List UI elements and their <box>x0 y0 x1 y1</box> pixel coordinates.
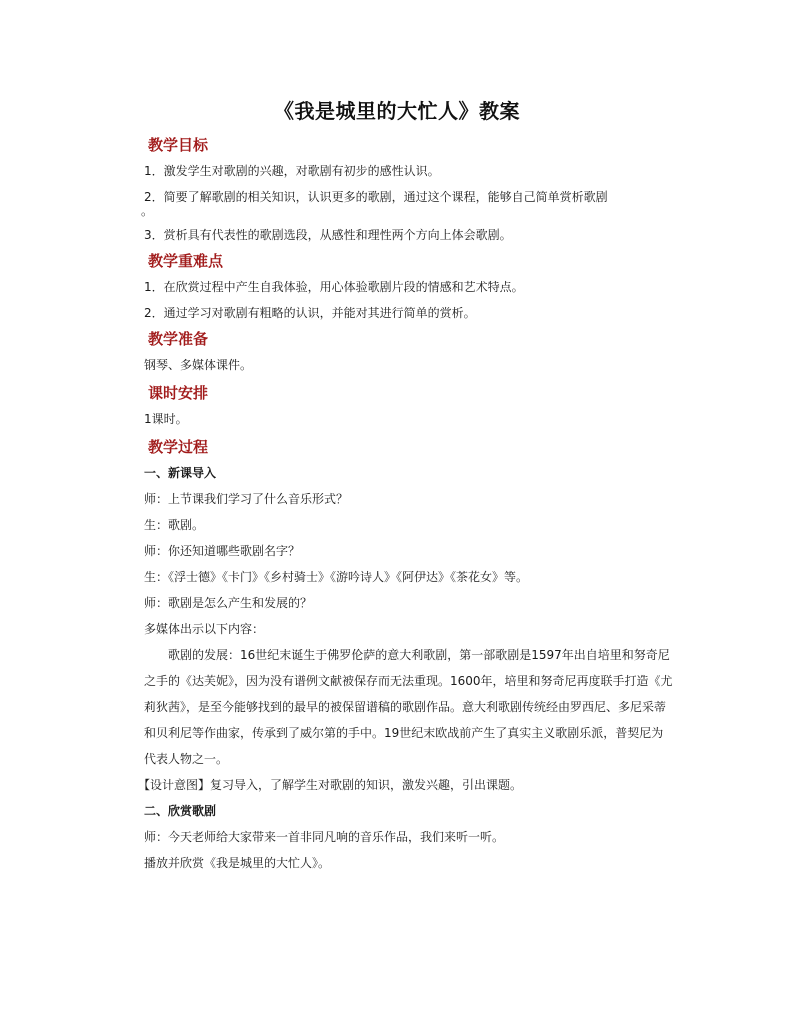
history-paragraph: 歌剧的发展：16世纪末诞生于佛罗伦萨的意大利歌剧，第一部歌剧是1597年出自培里和努奇尼之手的《达芙妮》，因为没有谱例文献被保存而无法重现。1600年，培里和努奇尼再度联手打造《尤莉狄茜》，是至今能够找到的最早的被保留谱稿的歌剧作品。意大利歌剧传统经由罗西尼、多尼采蒂和贝利尼等作曲家，传承到了威尔第的手中。19世纪末欧战前产生了真实主义歌剧乐派，普契尼为代表人物之一。 <box>144 648 673 766</box>
goal-item: 2．简要了解歌剧的相关知识，认识更多的歌剧，通过这个课程，能够自己简单赏析歌剧 <box>144 190 608 204</box>
dialogue-line: 师：你还知道哪些歌剧名字？ <box>144 544 301 558</box>
dialogue-line: 师：今天老师给大家带来一首非同凡响的音乐作品，我们来听一听。 <box>144 830 505 844</box>
preparation-text: 钢琴、多媒体课件。 <box>144 358 253 372</box>
section-heading-schedule: 课时安排 <box>148 384 209 402</box>
section-heading-goals: 教学目标 <box>148 136 209 154</box>
goal-item: 1．激发学生对歌剧的兴趣，对歌剧有初步的感性认识。 <box>144 164 440 178</box>
key-point-item: 1．在欣赏过程中产生自我体验，用心体验歌剧片段的情感和艺术特点。 <box>144 280 524 294</box>
page-title: 《我是城里的大忙人》教案 <box>274 99 520 123</box>
section-heading-process: 教学过程 <box>148 438 209 456</box>
process-part2-title: 二、欣赏歌剧 <box>144 804 217 818</box>
dialogue-line: 师：上节课我们学习了什么音乐形式？ <box>144 492 349 506</box>
section-heading-key-points: 教学重难点 <box>148 252 224 270</box>
dialogue-line: 多媒体出示以下内容： <box>144 622 265 636</box>
dialogue-line: 生：歌剧。 <box>144 518 205 532</box>
process-part1-title: 一、新课导入 <box>144 466 217 480</box>
document-body <box>138 132 674 876</box>
dialogue-line: 播放并欣赏《我是城里的大忙人》。 <box>144 856 331 870</box>
dialogue-line: 生：《浮士德》《卡门》《乡村骑士》《游吟诗人》《阿伊达》《茶花女》等。 <box>144 570 529 584</box>
design-note: 【设计意图】复习导入，了解学生对歌剧的知识，激发兴趣，引出课题。 <box>138 778 523 792</box>
key-point-item: 2．通过学习对歌剧有粗略的认识，并能对其进行简单的赏析。 <box>144 306 476 320</box>
section-heading-preparation: 教学准备 <box>148 330 209 348</box>
schedule-text: 1课时。 <box>144 412 188 426</box>
goal-item-continuation: 。 <box>141 204 154 218</box>
goal-item: 3．赏析具有代表性的歌剧选段，从感性和理性两个方向上体会歌剧。 <box>144 228 512 242</box>
dialogue-line: 师：歌剧是怎么产生和发展的？ <box>144 596 313 610</box>
